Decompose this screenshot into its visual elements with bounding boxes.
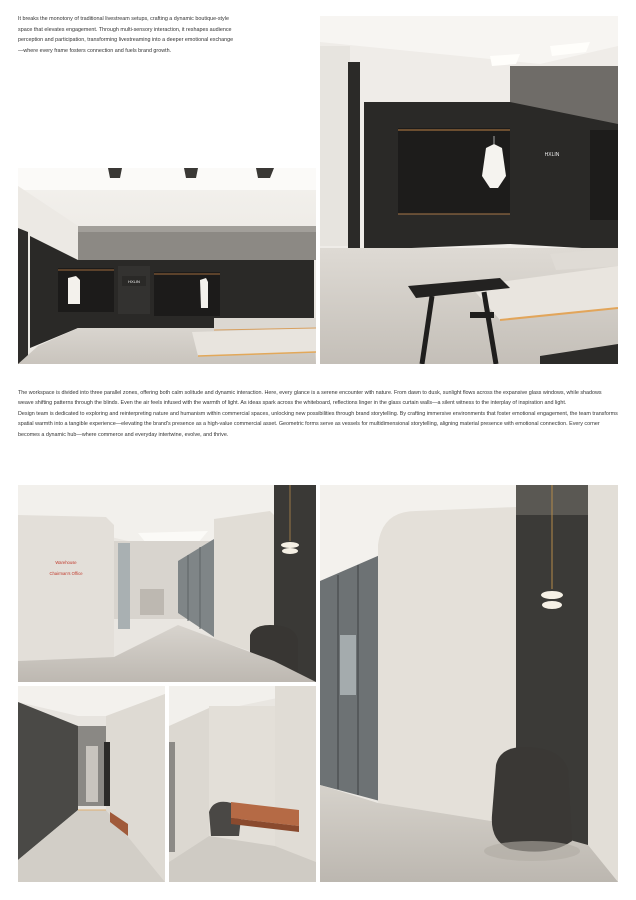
intro-paragraph: It breaks the monotony of traditional livestream setups, crafting a dynamic boutique-style space that elevates engagement. Through multi-sensory interaction, it reshapes audience perception and participation, transforming livestreaming into a deeper emotional exchange—where every frame fosters connection and fuels brand growth. <box>18 16 234 54</box>
studio-wide-photo <box>18 168 316 364</box>
body-text <box>18 388 618 440</box>
wall-sign-line-1: Warehouse <box>55 560 77 565</box>
brand-logo-text: HXLIN <box>128 279 140 284</box>
bench-closeup-photo <box>169 686 316 882</box>
studio-closeup-photo <box>320 16 618 364</box>
bench-corridor-photo <box>18 686 165 882</box>
brand-logo-closeup-text: HXLIN <box>544 152 560 158</box>
wall-sign-line-2: Chairman's Office <box>49 571 83 576</box>
corridor-photo <box>18 485 316 682</box>
body-paragraph-2: Design team is dedicated to exploring and reinterpreting nature and humanism within commercial spaces, unlocking new possibilities through brand storytelling. By crafting immersive environments that foster emotional engagement, the team transforms spatial warmth into a tangible experience—elevating the brand's presence as a high-value commercial asset. Geometric forms serve as vessels for multidimensional storytelling, aligning material presence with emotional connection. Every corner becomes a dynamic hub—where commerce and everyday intertwine, evolve, and thrive. <box>18 410 618 438</box>
stone-corridor-photo <box>320 485 618 882</box>
body-paragraph-1: The workspace is divided into three parallel zones, offering both calm solitude and dynamic interaction. Here, every glance is a serene encounter with nature. From dawn to dusk, sunlight flows across the expansive glass windows, while shadows weave shifting patterns through the blinds. Even the air feels infused with the warmth of light. As ideas spark across the whiteboard, reflections linger in the glass curtain walls—a silent witness to the interplay of inspiration and light. <box>18 390 602 407</box>
